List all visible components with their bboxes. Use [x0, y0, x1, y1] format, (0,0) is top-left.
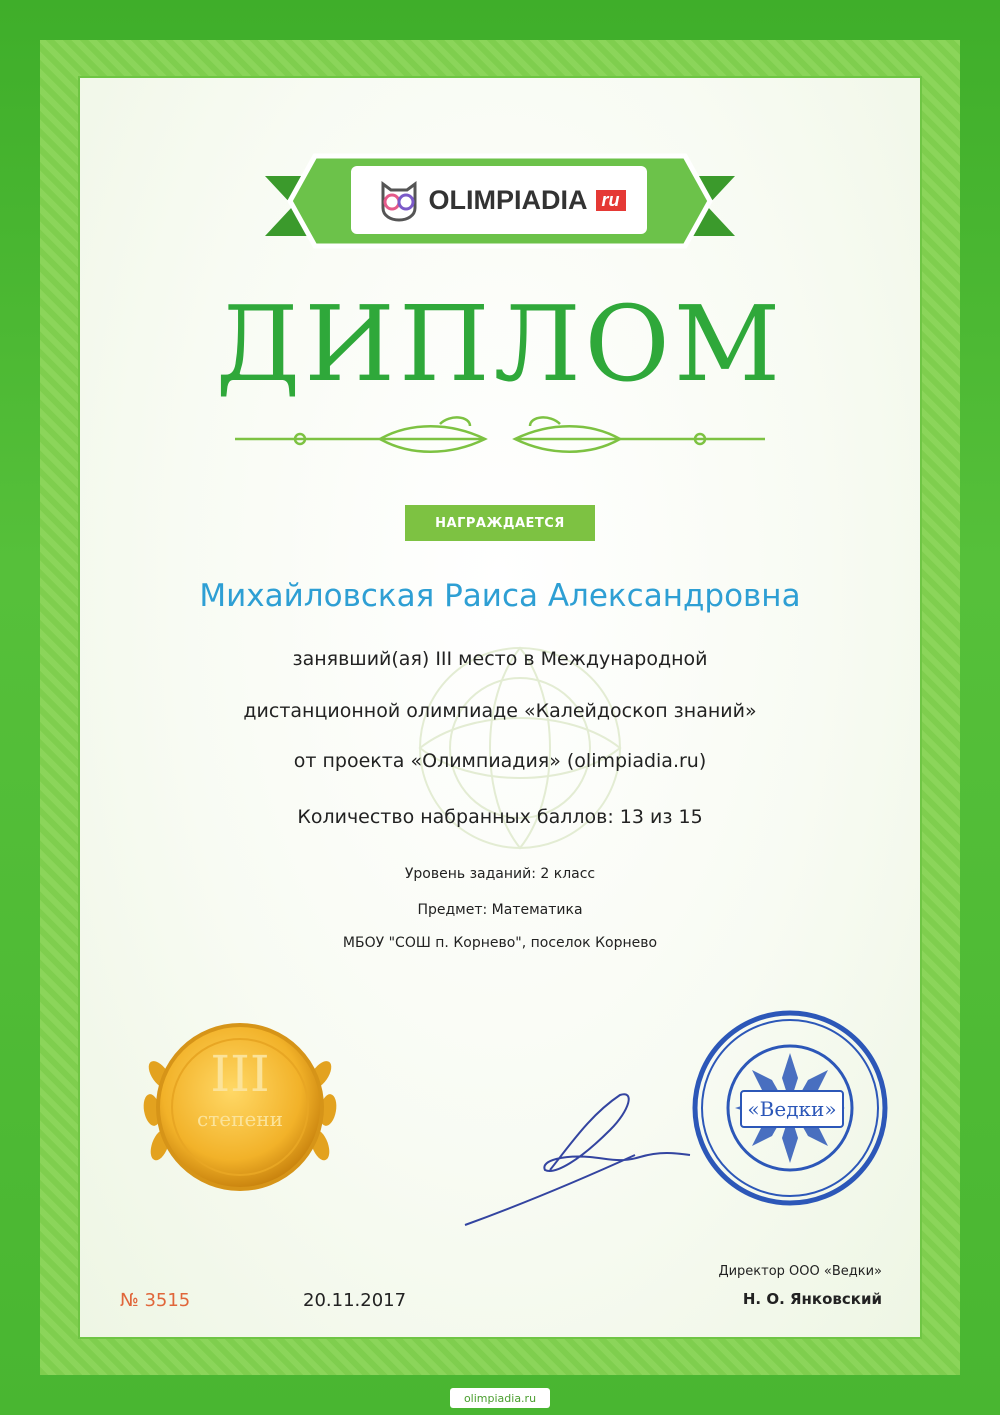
subject: Предмет: Математика — [417, 902, 583, 918]
director-name: Н. О. Янковский — [742, 1290, 882, 1308]
stamp — [690, 1008, 890, 1208]
diploma-title: ДИПЛОМ — [215, 283, 785, 405]
brand-name: OLIMPIADIA — [428, 184, 588, 215]
medal-numeral: III — [210, 1045, 270, 1103]
signature — [460, 1085, 720, 1235]
background-ornament — [390, 598, 650, 898]
footer-site-badge: olimpiadia.ru — [450, 1388, 550, 1408]
body-line-2: дистанционной олимпиаде «Калейдоскоп знаний» — [243, 700, 757, 722]
owl-icon — [377, 178, 421, 222]
brand-suffix: ru — [596, 190, 626, 211]
award-label: НАГРАЖДАЕТСЯ — [405, 505, 595, 541]
logo — [353, 166, 649, 234]
medal — [130, 1015, 350, 1205]
diploma-number: № 3515 — [120, 1290, 191, 1311]
director-title: Директор ООО «Ведки» — [718, 1264, 882, 1279]
recipient-name: Михайловская Раиса Александровна — [199, 578, 801, 614]
issue-date: 20.11.2017 — [303, 1290, 407, 1311]
school: МБОУ "СОШ п. Корнево", поселок Корнево — [342, 935, 658, 951]
body-line-1: занявший(ая) III место в Международной — [292, 648, 708, 670]
flourish-divider — [230, 412, 770, 466]
task-level: Уровень заданий: 2 класс — [404, 866, 596, 882]
medal-word: степени — [197, 1107, 283, 1131]
logo-banner — [265, 146, 735, 256]
score-line: Количество набранных баллов: 13 из 15 — [297, 806, 703, 828]
stamp-center-text: «Ведки» — [740, 1090, 844, 1128]
body-line-3: от проекта «Олимпиадия» (olimpiadia.ru) — [293, 750, 707, 772]
